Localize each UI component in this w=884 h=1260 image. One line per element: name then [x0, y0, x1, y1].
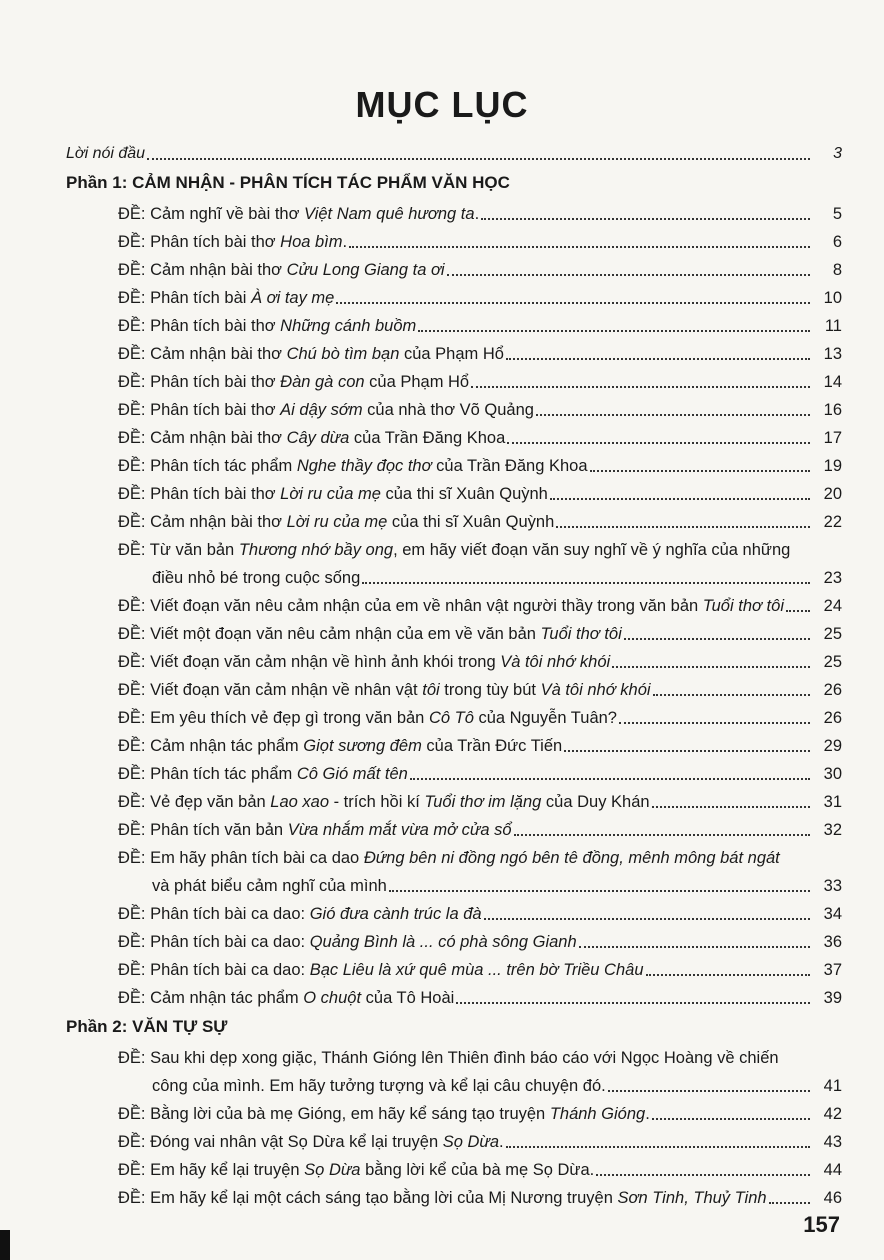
dot-leader	[652, 1118, 810, 1120]
entry-title: Và tôi nhớ khói	[540, 681, 651, 699]
toc-entry-line	[118, 1044, 842, 1072]
toc-entry[interactable]	[66, 1044, 842, 1100]
toc-page-number: 42	[823, 1105, 842, 1123]
entry-text: ĐỀ: Phân tích bài ca dao:	[118, 933, 310, 951]
entry-title: Vừa nhắm mắt vừa mở cửa sổ	[287, 821, 512, 839]
toc-entry[interactable]	[66, 1156, 842, 1184]
dot-leader	[471, 386, 810, 388]
dot-leader	[556, 526, 810, 528]
toc-page-number: 3	[833, 145, 842, 162]
toc-entry[interactable]	[66, 648, 842, 676]
toc-entry[interactable]	[66, 508, 842, 536]
dot-leader	[410, 778, 810, 780]
entry-text: công của mình. Em hãy tưởng tượng và kể lại câu chuyện đó.	[152, 1077, 606, 1095]
toc-entry-label	[118, 452, 588, 480]
toc-entry[interactable]	[66, 760, 842, 788]
dot-leader	[769, 1202, 810, 1204]
entry-text: ĐỀ: Em hãy kể lại truyện	[118, 1161, 305, 1179]
toc-page-number: 22	[823, 513, 842, 531]
entry-text: ĐỀ: Cảm nhận bài thơ	[118, 429, 287, 447]
toc-entry[interactable]	[66, 956, 842, 984]
toc-page-number: 43	[823, 1133, 842, 1151]
toc-entry-label	[118, 1100, 650, 1128]
toc-page-number: 10	[823, 289, 842, 307]
toc-entry[interactable]	[66, 704, 842, 732]
entry-title: Quảng Bình là ... có phà sông Gianh	[309, 933, 577, 951]
entry-title: Tuổi thơ tôi	[540, 625, 622, 643]
toc-page-number: 29	[823, 737, 842, 755]
toc-entry[interactable]	[66, 312, 842, 340]
entry-text: bằng lời kể của bà mẹ Sọ Dừa.	[360, 1161, 595, 1179]
entry-text: của Duy Khán	[541, 793, 650, 811]
entry-text: ĐỀ: Cảm nhận bài thơ	[118, 345, 287, 363]
dot-leader	[147, 158, 810, 160]
dot-leader	[550, 498, 810, 500]
toc-entry-label	[118, 956, 644, 984]
toc-entry[interactable]	[66, 816, 842, 844]
entry-text: ĐỀ: Em hãy kể lại một cách sáng tạo bằng lời của Mị Nương truyện	[118, 1189, 618, 1207]
entry-text: của thi sĩ Xuân Quỳnh	[380, 485, 548, 503]
dot-leader	[596, 1174, 810, 1176]
entry-title: Giọt sương đêm	[303, 737, 422, 755]
entry-title: Nghe thầy đọc thơ	[296, 457, 432, 475]
toc-entry-label	[118, 704, 617, 732]
dot-leader	[507, 442, 810, 444]
toc-entry-label	[118, 984, 454, 1012]
toc-page-number: 31	[823, 793, 842, 811]
toc-entry-label	[118, 200, 479, 228]
toc-entry-label	[118, 424, 505, 452]
toc-entry-label	[118, 816, 512, 844]
entry-title: Lao xao	[270, 793, 329, 811]
toc-page-number: 16	[823, 401, 842, 419]
entry-title: Đàn gà con	[280, 373, 365, 391]
toc-page-number: 24	[823, 597, 842, 615]
toc-entry-line	[118, 844, 842, 872]
dot-leader	[590, 470, 810, 472]
dot-leader	[653, 694, 810, 696]
toc-entry-label	[118, 312, 416, 340]
toc-page-number: 11	[824, 317, 842, 335]
dot-leader	[619, 722, 810, 724]
toc-page-number: 23	[823, 569, 842, 587]
dot-leader	[612, 666, 810, 668]
toc-page-number: 36	[823, 933, 842, 951]
toc-entry-label	[118, 676, 651, 704]
dot-leader	[447, 274, 810, 276]
toc-entry[interactable]	[66, 396, 842, 424]
toc-entry[interactable]	[66, 368, 842, 396]
toc-page-number: 5	[832, 205, 842, 223]
dot-leader	[362, 582, 810, 584]
dot-leader	[506, 358, 810, 360]
dot-leader	[536, 414, 810, 416]
toc-entry-label	[118, 1156, 594, 1184]
entry-title: Thương nhớ bầy ong	[238, 541, 394, 559]
entry-text: ĐỀ: Phân tích bài thơ	[118, 233, 281, 251]
entry-text: .	[474, 205, 480, 223]
toc-page-number: 25	[823, 625, 842, 643]
entry-title: Cô Gió mất tên	[296, 765, 408, 783]
entry-text: ĐỀ: Phân tích bài thơ	[118, 317, 281, 335]
entry-title: Sọ Dừa	[442, 1133, 500, 1151]
toc-entry-label	[118, 788, 650, 816]
toc-entry-label	[118, 1128, 504, 1156]
entry-text: ĐỀ: Phân tích bài thơ	[118, 401, 281, 419]
toc-page-number: 41	[823, 1077, 842, 1095]
dot-leader	[456, 1002, 810, 1004]
entry-title: Những cánh buồm	[280, 317, 417, 335]
toc-entry[interactable]	[66, 900, 842, 928]
entry-title: Sọ Dừa	[304, 1161, 361, 1179]
page-number: 157	[803, 1212, 840, 1237]
entry-text: điều nhỏ bé trong cuộc sống	[152, 569, 361, 587]
entry-text: và phát biểu cảm nghĩ của mình	[152, 877, 387, 895]
toc-entry[interactable]	[66, 788, 842, 816]
entry-text: - trích hồi kí	[329, 793, 425, 811]
dot-leader	[506, 1146, 810, 1148]
toc-page-number: 37	[823, 961, 842, 979]
toc-page-number: 6	[832, 233, 842, 251]
section-heading-part1: Phần 1: CẢM NHẬN - PHÂN TÍCH TÁC PHẨM VĂN HỌC	[66, 173, 510, 192]
toc-entry-label	[118, 592, 784, 620]
toc-entry-line	[118, 536, 842, 564]
toc-entry-line	[118, 1072, 842, 1100]
toc-entry-label	[118, 928, 577, 956]
entry-text: của Phạm Hổ	[364, 373, 470, 391]
entry-title: Cửu Long Giang ta ơi	[286, 261, 445, 279]
entry-title: Và tôi nhớ khói	[500, 653, 611, 671]
dot-leader	[646, 974, 811, 976]
entry-text: ĐỀ: Từ văn bản	[118, 541, 239, 559]
toc-entry-label	[118, 228, 347, 256]
toc-page-number: 8	[832, 261, 842, 279]
toc-page-number: 39	[823, 989, 842, 1007]
entry-title: Việt Nam quê hương ta	[304, 205, 475, 223]
toc-entry[interactable]	[66, 676, 842, 704]
entry-text: ĐỀ: Em yêu thích vẻ đẹp gì trong văn bản	[118, 709, 429, 727]
toc-entry[interactable]	[66, 256, 842, 284]
entry-text: ĐỀ: Phân tích tác phẩm	[118, 765, 297, 783]
toc-page-number: 20	[823, 485, 842, 503]
entry-title: Bạc Liêu là xứ quê mùa ... trên bờ Triều Châu	[309, 961, 644, 979]
toc-entry[interactable]	[66, 284, 842, 312]
toc-page-number: 34	[823, 905, 842, 923]
toc-page-number: 26	[823, 681, 842, 699]
entry-title: Tuổi thơ im lặng	[424, 793, 542, 811]
entry-text: ĐỀ: Cảm nhận bài thơ	[118, 261, 287, 279]
toc-entry[interactable]	[66, 452, 842, 480]
dot-leader	[484, 918, 810, 920]
toc-intro[interactable]	[66, 140, 842, 168]
toc-entry[interactable]	[66, 620, 842, 648]
entry-text: ĐỀ: Viết đoạn văn cảm nhận về nhân vật	[118, 681, 423, 699]
dot-leader	[336, 302, 810, 304]
toc-entry-line	[118, 564, 842, 592]
toc-entry-label	[118, 284, 334, 312]
entry-title: O chuột	[303, 989, 362, 1007]
dot-leader	[579, 946, 810, 948]
entry-text: ĐỀ: Đóng vai nhân vật Sọ Dừa kể lại truyện	[118, 1133, 443, 1151]
toc-entry[interactable]	[66, 536, 842, 592]
toc-entry-label	[118, 508, 554, 536]
entry-title: Ai dậy sớm	[280, 401, 363, 419]
dot-leader	[481, 218, 810, 220]
entry-text: của thi sĩ Xuân Quỳnh	[387, 513, 555, 531]
entry-text: của Phạm Hổ	[399, 345, 504, 363]
dot-leader	[786, 610, 810, 612]
entry-text: ĐỀ: Phân tích bài ca dao:	[118, 905, 310, 923]
toc-entry-label	[118, 760, 408, 788]
toc-page-number: 14	[823, 373, 842, 391]
toc-page-number: 30	[823, 765, 842, 783]
toc-entry-label	[118, 396, 534, 424]
entry-title: Cô Tô	[428, 709, 474, 727]
entry-title: Chú bò tìm bạn	[286, 345, 400, 363]
toc-page-number: 26	[823, 709, 842, 727]
dot-leader	[608, 1090, 810, 1092]
entry-title: Lời ru của mẹ	[280, 485, 381, 503]
dot-leader	[418, 330, 810, 332]
entry-text: ĐỀ: Viết một đoạn văn nêu cảm nhận của em về văn bản	[118, 625, 541, 643]
toc-page-number: 33	[823, 877, 842, 895]
entry-text: ĐỀ: Phân tích bài ca dao:	[118, 961, 310, 979]
entry-text: ĐỀ: Em hãy phân tích bài ca dao	[118, 849, 364, 867]
entry-text: của Trần Đăng Khoa	[431, 457, 588, 475]
entry-title: Tuổi thơ tôi	[702, 597, 784, 615]
entry-text: trong tùy bút	[439, 681, 541, 699]
entry-text: ĐỀ: Phân tích bài	[118, 289, 251, 307]
entry-text: ĐỀ: Cảm nhận tác phẩm	[118, 737, 304, 755]
dot-leader	[514, 834, 810, 836]
toc-entry-label	[118, 620, 622, 648]
toc-page-number: 13	[823, 345, 842, 363]
toc-entry[interactable]	[66, 1100, 842, 1128]
toc-entry[interactable]	[66, 984, 842, 1012]
toc-entry-label	[118, 732, 562, 760]
page-title: MỤC LỤC	[355, 84, 529, 125]
toc-entry-label	[118, 340, 504, 368]
toc-entry[interactable]	[66, 200, 842, 228]
entry-text: ĐỀ: Sau khi dẹp xong giặc, Thánh Gióng lên Thiên đình báo cáo với Ngọc Hoàng về chiến	[118, 1049, 779, 1067]
entry-title: Hoa bìm	[280, 233, 343, 251]
entry-title: Gió đưa cành trúc la đà	[309, 905, 482, 923]
toc-entry[interactable]	[66, 1184, 842, 1212]
dot-leader	[564, 750, 810, 752]
toc-entry[interactable]	[66, 480, 842, 508]
entry-title: Sơn Tinh, Thuỷ Tinh	[617, 1189, 767, 1207]
entry-text: .	[499, 1133, 504, 1151]
entry-text: .	[342, 233, 348, 251]
toc-entry[interactable]	[66, 928, 842, 956]
entry-text: ĐỀ: Cảm nhận tác phẩm	[118, 989, 304, 1007]
toc-page-number: 32	[823, 821, 842, 839]
toc-page-number: 44	[823, 1161, 842, 1179]
entry-title: Thánh Gióng	[549, 1105, 646, 1123]
toc-page-number: 19	[823, 457, 842, 475]
toc-entry[interactable]	[66, 424, 842, 452]
toc-page-number: 25	[823, 653, 842, 671]
entry-text: ĐỀ: Cảm nghĩ về bài thơ	[118, 205, 304, 223]
entry-text: của Trần Đức Tiến	[421, 737, 563, 755]
edge-mark	[0, 1230, 10, 1260]
toc-entry-label	[118, 368, 469, 396]
toc-entry-line	[118, 872, 842, 900]
toc-entry[interactable]	[66, 844, 842, 900]
toc-entry[interactable]	[66, 1128, 842, 1156]
entry-text: ĐỀ: Viết đoạn văn cảm nhận về hình ảnh khói trong	[118, 653, 501, 671]
toc-entry-label	[118, 480, 548, 508]
entry-title: À ơi tay mẹ	[251, 289, 335, 307]
dot-leader	[389, 890, 810, 892]
toc-entry-label	[118, 256, 445, 284]
toc-page-number: 46	[823, 1189, 842, 1207]
entry-title: tôi	[422, 681, 440, 699]
entry-title: Cây dừa	[286, 429, 350, 447]
entry-text: của Trần Đăng Khoa	[349, 429, 506, 447]
intro-label: Lời nói đầu	[66, 145, 146, 162]
entry-title: Đứng bên ni đồng ngó bên tê đồng, mênh mông bát ngát	[363, 849, 780, 867]
dot-leader	[349, 246, 810, 248]
toc-entry-label	[118, 900, 482, 928]
dot-leader	[624, 638, 810, 640]
entry-text: ĐỀ: Vẻ đẹp văn bản	[118, 793, 271, 811]
toc-entry-label	[118, 648, 610, 676]
entry-text: của Nguyễn Tuân?	[473, 709, 617, 727]
entry-text: ĐỀ: Phân tích bài thơ	[118, 373, 281, 391]
entry-title: Lời ru của mẹ	[286, 513, 388, 531]
toc-entry[interactable]	[66, 340, 842, 368]
entry-text: của nhà thơ Võ Quảng	[362, 401, 534, 419]
entry-text: ĐỀ: Phân tích bài thơ	[118, 485, 281, 503]
table-of-contents	[66, 140, 842, 1212]
toc-page-number: 17	[823, 429, 842, 447]
entry-text: ĐỀ: Cảm nhận bài thơ	[118, 513, 287, 531]
entry-text: của Tô Hoài	[361, 989, 455, 1007]
entry-text: ĐỀ: Viết đoạn văn nêu cảm nhận của em về nhân vật người thầy trong văn bản	[118, 597, 703, 615]
toc-entry[interactable]	[66, 228, 842, 256]
entry-text: , em hãy viết đoạn văn suy nghĩ về ý nghĩa của những	[393, 541, 791, 559]
toc-entry-label	[118, 1184, 767, 1212]
entry-text: .	[645, 1105, 650, 1123]
toc-entry[interactable]	[66, 732, 842, 760]
section-heading-part2: Phần 2: VĂN TỰ SỰ	[66, 1017, 228, 1036]
entry-text: ĐỀ: Phân tích văn bản	[118, 821, 288, 839]
entry-text: ĐỀ: Bằng lời của bà mẹ Gióng, em hãy kể sáng tạo truyện	[118, 1105, 550, 1123]
entry-text: ĐỀ: Phân tích tác phẩm	[118, 457, 297, 475]
dot-leader	[652, 806, 810, 808]
toc-entry[interactable]	[66, 592, 842, 620]
